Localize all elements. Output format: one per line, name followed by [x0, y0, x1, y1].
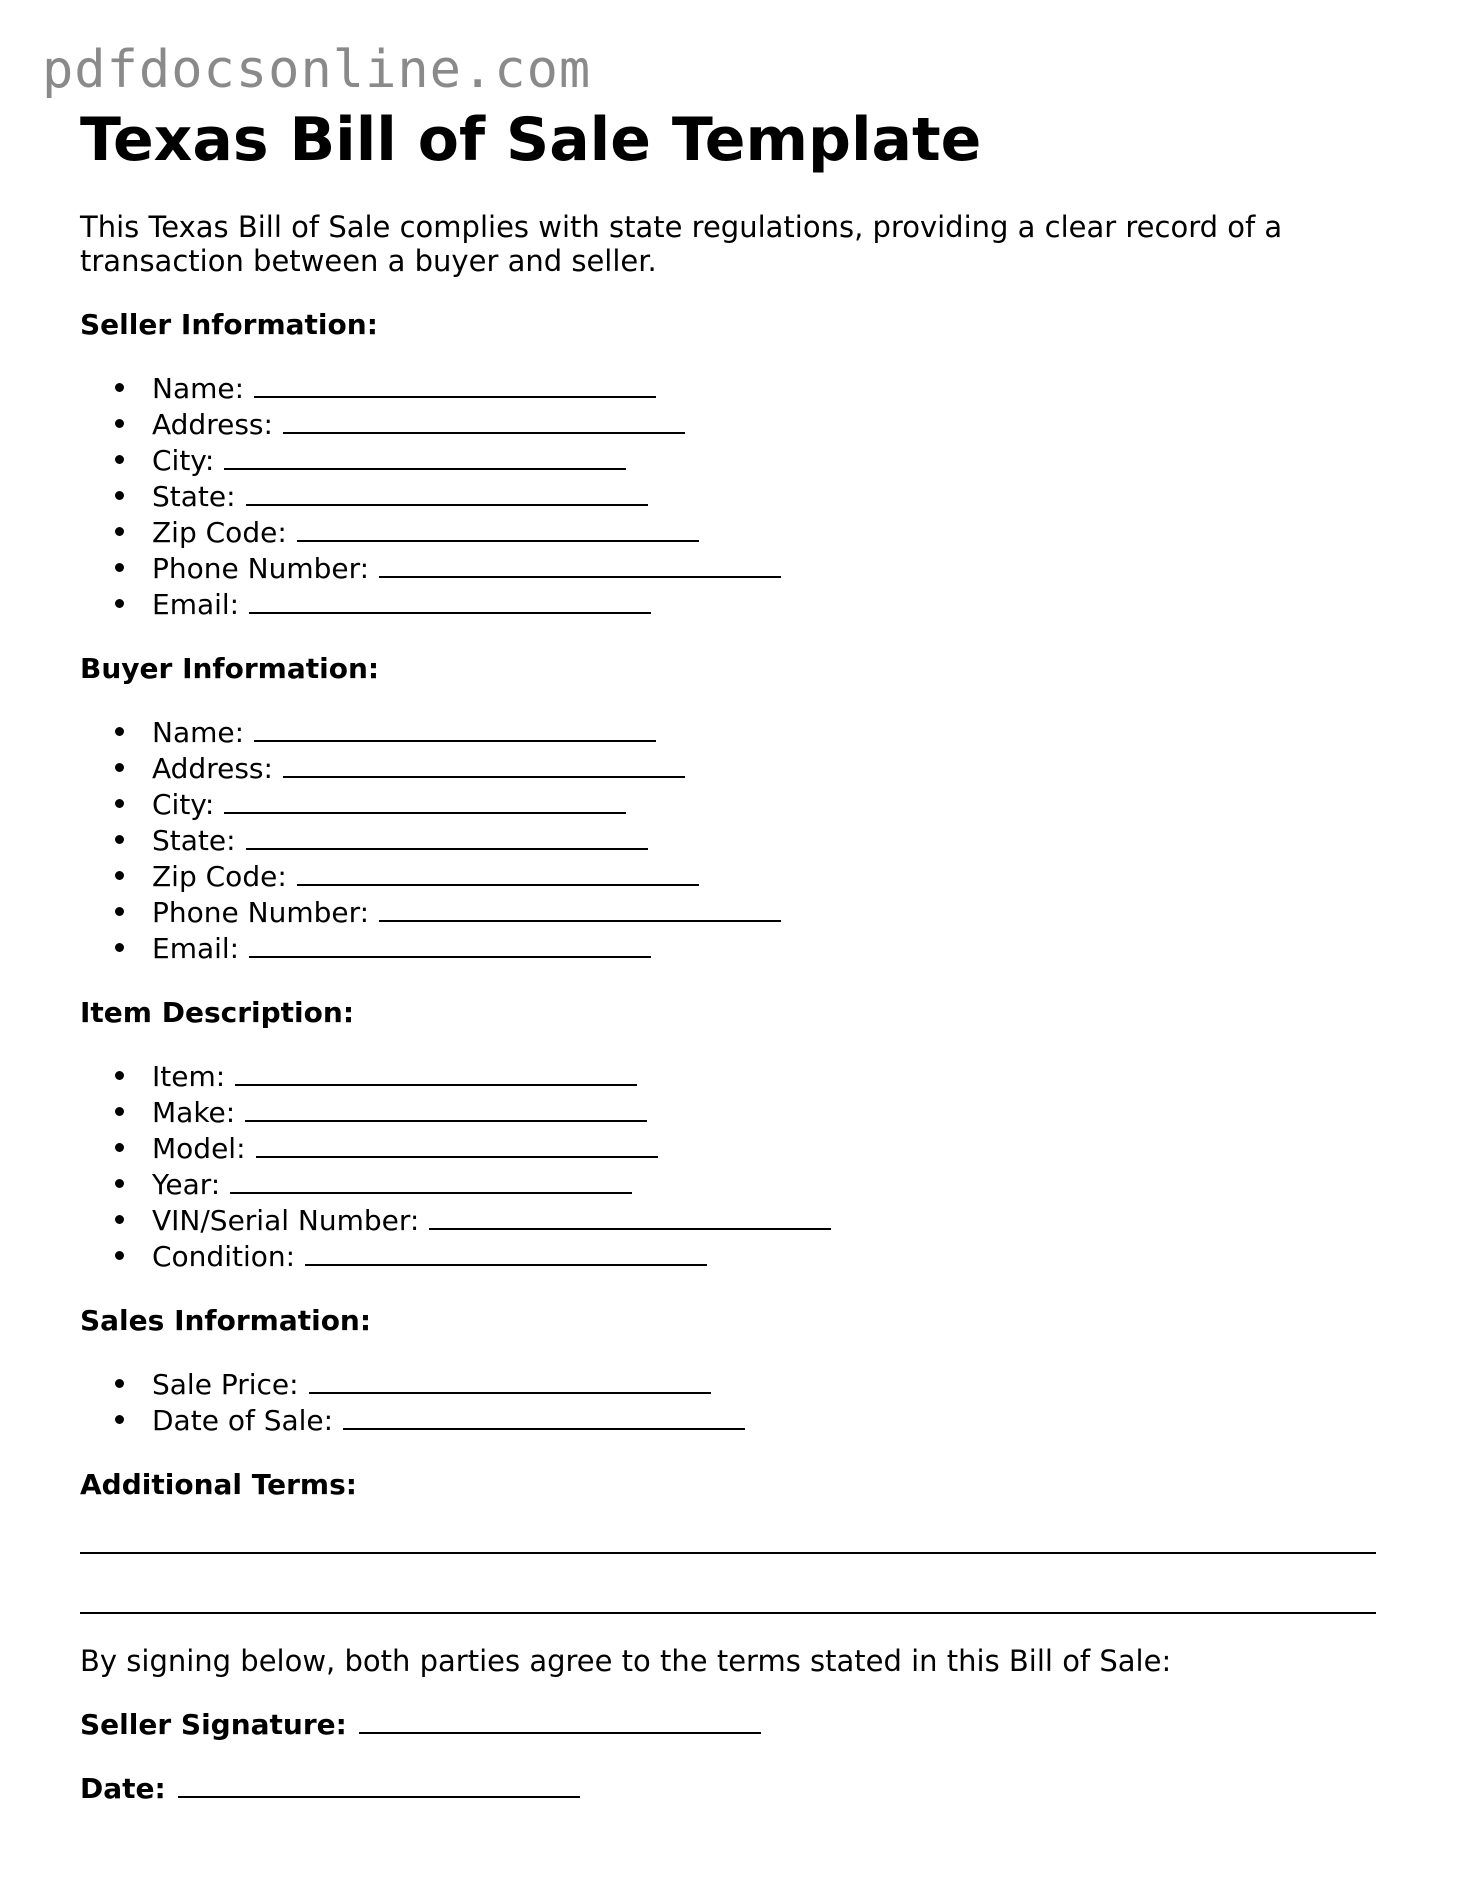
buyer-city-line[interactable]	[224, 786, 626, 814]
sales-field-list	[80, 1366, 1390, 1438]
seller-address-item	[152, 406, 1390, 442]
seller-phone-item	[152, 550, 1390, 586]
seller-signature-label: Seller Signature:	[80, 1708, 347, 1741]
buyer-name-line[interactable]	[254, 714, 656, 742]
buyer-phone-line[interactable]	[379, 894, 781, 922]
seller-signature-row	[80, 1706, 1390, 1742]
field-label: Item:	[152, 1060, 226, 1093]
document-title: Texas Bill of Sale Template	[80, 105, 982, 175]
terms-heading: Additional Terms:	[80, 1468, 357, 1501]
item-vin	[152, 1202, 1390, 1238]
field-label: Year:	[152, 1168, 221, 1201]
seller-address-line[interactable]	[283, 406, 685, 434]
sales-heading: Sales Information:	[80, 1304, 372, 1337]
field-label: State:	[152, 480, 236, 513]
buyer-state-line[interactable]	[246, 822, 648, 850]
buyer-address-item	[152, 750, 1390, 786]
terms-line-2[interactable]	[80, 1612, 1376, 1614]
document-page	[80, 100, 1390, 1806]
field-label: Email:	[152, 588, 240, 621]
field-label: State:	[152, 824, 236, 857]
buyer-heading: Buyer Information:	[80, 652, 380, 685]
field-label: Phone Number:	[152, 896, 370, 929]
watermark-logo: pdfdocsonline.com	[42, 40, 592, 100]
seller-state-item	[152, 478, 1390, 514]
field-label: Address:	[152, 752, 273, 785]
item-condition	[152, 1238, 1390, 1274]
field-label: Zip Code:	[152, 516, 287, 549]
field-label: Sale Price:	[152, 1368, 299, 1401]
seller-field-list	[80, 370, 1390, 622]
field-label: Make:	[152, 1096, 236, 1129]
seller-phone-line[interactable]	[379, 550, 781, 578]
field-label: Zip Code:	[152, 860, 287, 893]
intro-paragraph: This Texas Bill of Sale complies with state regulations, providing a clear record of a transaction between a buyer and seller.	[80, 210, 1283, 278]
date-label: Date:	[80, 1772, 166, 1805]
field-label: Phone Number:	[152, 552, 370, 585]
field-label: Address:	[152, 408, 273, 441]
sale-price-line[interactable]	[309, 1366, 711, 1394]
seller-city-item	[152, 442, 1390, 478]
agreement-text: By signing below, both parties agree to the terms stated in this Bill of Sale:	[80, 1644, 1172, 1678]
terms-line-1[interactable]	[80, 1552, 1376, 1554]
buyer-email-line[interactable]	[249, 930, 651, 958]
field-label: VIN/Serial Number:	[152, 1204, 420, 1237]
year-line[interactable]	[230, 1166, 632, 1194]
field-label: Model:	[152, 1132, 246, 1165]
seller-state-line[interactable]	[246, 478, 648, 506]
buyer-zip-line[interactable]	[297, 858, 699, 886]
date-row	[80, 1770, 1390, 1806]
buyer-zip-item	[152, 858, 1390, 894]
vin-line[interactable]	[429, 1202, 831, 1230]
buyer-phone-item	[152, 894, 1390, 930]
field-label: Name:	[152, 716, 245, 749]
make-line[interactable]	[245, 1094, 647, 1122]
sale-date-item	[152, 1402, 1390, 1438]
field-label: City:	[152, 788, 215, 821]
item-line[interactable]	[235, 1058, 637, 1086]
buyer-name-item	[152, 714, 1390, 750]
buyer-email-item	[152, 930, 1390, 966]
model-line[interactable]	[256, 1130, 658, 1158]
field-label: Condition:	[152, 1240, 296, 1273]
condition-line[interactable]	[305, 1238, 707, 1266]
field-label: Name:	[152, 372, 245, 405]
buyer-field-list	[80, 714, 1390, 966]
seller-name-line[interactable]	[254, 370, 656, 398]
sale-price-item	[152, 1366, 1390, 1402]
date-line[interactable]	[178, 1770, 580, 1798]
item-model	[152, 1130, 1390, 1166]
item-field-list	[80, 1058, 1390, 1274]
seller-heading: Seller Information:	[80, 308, 378, 341]
seller-city-line[interactable]	[224, 442, 626, 470]
item-item	[152, 1058, 1390, 1094]
field-label: Email:	[152, 932, 240, 965]
seller-email-line[interactable]	[249, 586, 651, 614]
sale-date-line[interactable]	[343, 1402, 745, 1430]
seller-name-item	[152, 370, 1390, 406]
item-heading: Item Description:	[80, 996, 355, 1029]
buyer-city-item	[152, 786, 1390, 822]
field-label: Date of Sale:	[152, 1404, 334, 1437]
seller-zip-item	[152, 514, 1390, 550]
seller-zip-line[interactable]	[297, 514, 699, 542]
seller-email-item	[152, 586, 1390, 622]
item-make	[152, 1094, 1390, 1130]
seller-signature-line[interactable]	[359, 1706, 761, 1734]
field-label: City:	[152, 444, 215, 477]
item-year	[152, 1166, 1390, 1202]
buyer-address-line[interactable]	[283, 750, 685, 778]
buyer-state-item	[152, 822, 1390, 858]
